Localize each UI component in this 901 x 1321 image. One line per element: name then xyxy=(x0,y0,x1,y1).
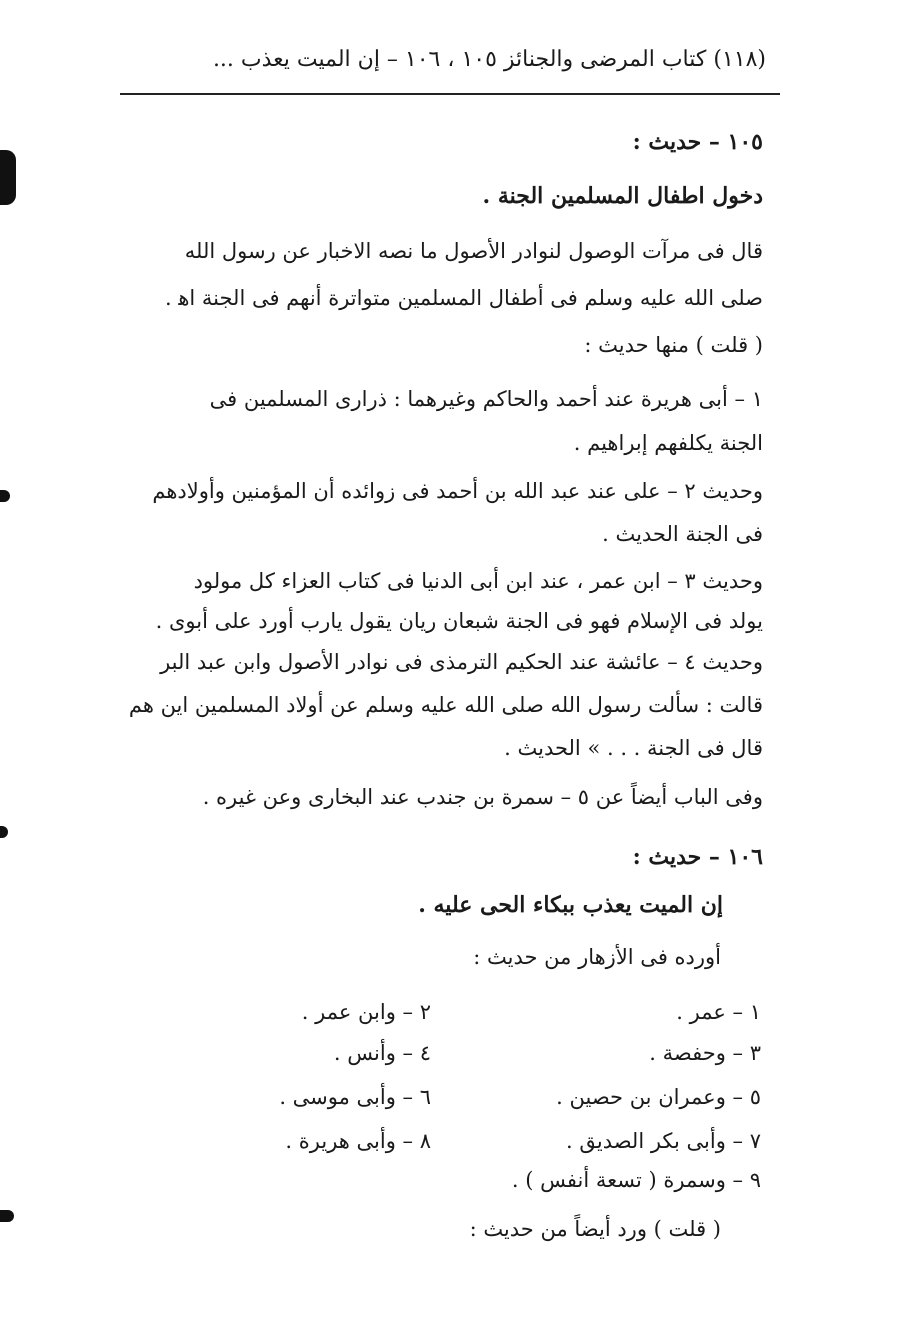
hadith-106-heading: ١٠٦ – حديث : xyxy=(632,844,763,870)
scan-blot xyxy=(0,490,10,502)
hadith-106-title: إن الميت يعذب ببكاء الحى عليه . xyxy=(418,892,723,918)
intro-line: أورده فى الأزهار من حديث : xyxy=(473,945,721,969)
paragraph-line: ١ – أبى هريرة عند أحمد والحاكم وغيرهما : ذرارى المسلمين فى xyxy=(209,387,763,411)
paragraph-line: وحديث ٢ – على عند عبد الله بن أحمد فى زوائده أن المؤمنين وأولادهم xyxy=(152,479,763,503)
paragraph-line: قالت : سألت رسول الله صلى الله عليه وسلم عن أولاد المسلمين اين هم xyxy=(128,693,763,717)
narrator-item: ٤ – وأنس . xyxy=(333,1041,431,1065)
narrator-item: ٣ – وحفصة . xyxy=(649,1041,761,1065)
qult-line: ( قلت ) منها حديث : xyxy=(584,333,763,357)
scan-blot xyxy=(0,826,8,838)
paragraph-line: قال فى مرآت الوصول لنوادر الأصول ما نصه الاخبار عن رسول الله xyxy=(184,239,763,263)
narrator-item: ٦ – وأبى موسى . xyxy=(279,1085,431,1109)
paragraph-line: يولد فى الإسلام فهو فى الجنة شبعان ريان يقول يارب أورد على أبوى . xyxy=(155,609,763,633)
paragraph-line: الجنة يكلفهم إبراهيم . xyxy=(573,431,763,455)
paragraph-line: وحديث ٣ – ابن عمر ، عند ابن أبى الدنيا فى كتاب العزاء كل مولود xyxy=(193,569,763,593)
paragraph-line: صلى الله عليه وسلم فى أطفال المسلمين متواترة أنهم فى الجنة اﻫ . xyxy=(164,286,763,310)
narrator-item: ٨ – وأبى هريرة . xyxy=(285,1129,431,1153)
paragraph-line: وحديث ٤ – عائشة عند الحكيم الترمذى فى نوادر الأصول وابن عبد البر xyxy=(160,650,763,674)
scan-blot xyxy=(0,1210,14,1222)
scan-blot xyxy=(0,150,16,205)
hadith-105-heading: ١٠٥ – حديث : xyxy=(632,129,763,155)
narrator-item: ٩ – وسمرة ( تسعة أنفس ) . xyxy=(511,1168,761,1192)
narrator-item: ١ – عمر . xyxy=(676,1000,761,1024)
narrator-item: ٧ – وأبى بكر الصديق . xyxy=(565,1129,761,1153)
paragraph-line: قال فى الجنة . . . » الحديث . xyxy=(504,736,763,760)
header-rule xyxy=(120,93,780,95)
hadith-105-title: دخول اطفال المسلمين الجنة . xyxy=(482,183,763,209)
running-header: (١١٨) كتاب المرضى والجنائز ١٠٥ ، ١٠٦ – إن الميت يعذب ... xyxy=(212,47,766,72)
narrator-item: ٥ – وعمران بن حصين . xyxy=(556,1085,761,1109)
paragraph-line: فى الجنة الحديث . xyxy=(602,522,763,546)
qult-line: ( قلت ) ورد أيضاً من حديث : xyxy=(469,1217,721,1241)
narrator-item: ٢ – وابن عمر . xyxy=(301,1000,431,1024)
paragraph-line: وفى الباب أيضاً عن ٥ – سمرة بن جندب عند البخارى وعن غيره . xyxy=(202,785,763,809)
